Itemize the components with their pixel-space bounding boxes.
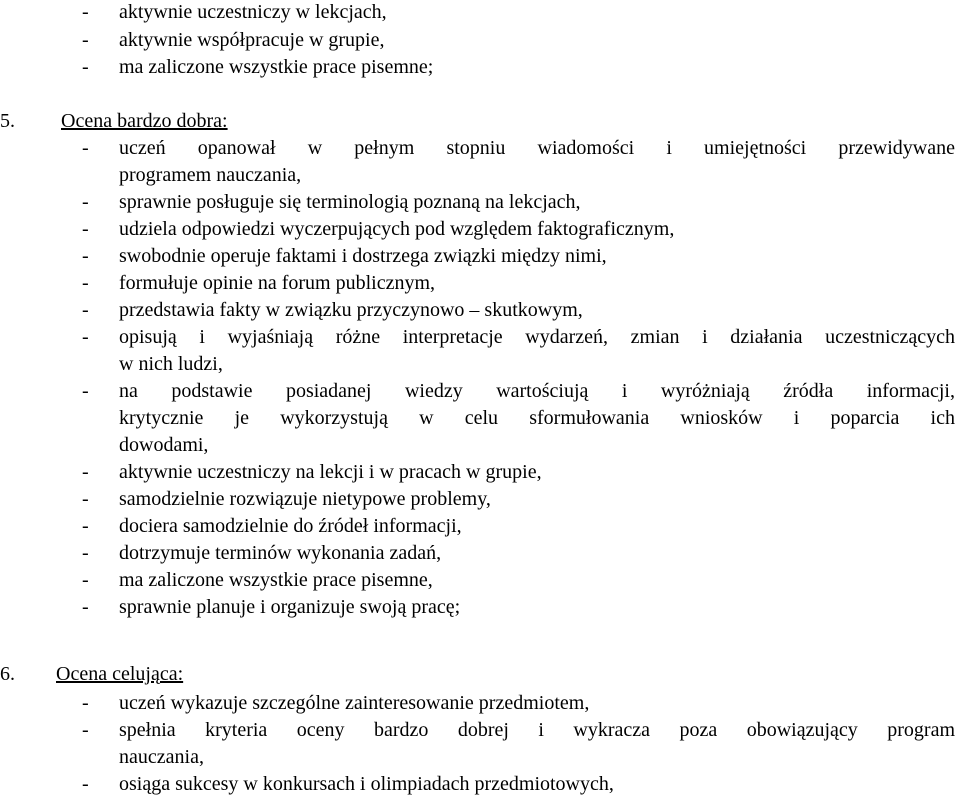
- list-item-text: uczeń opanował w pełnym stopniu wiadomości i umiejętności przewidywane: [119, 137, 955, 159]
- list-item-text: w nich ludzi,: [119, 353, 223, 375]
- list-item-text: przedstawia fakty w związku przyczynowo – skutkowym,: [119, 299, 583, 321]
- list-item-text: na podstawie posiadanej wiedzy wartościują i wyróżniają źródła informacji,: [119, 380, 955, 402]
- list-item-text: samodzielnie rozwiązuje nietypowe problemy,: [119, 488, 491, 510]
- list-item-text: sprawnie posługuje się terminologią poznaną na lekcjach,: [119, 191, 581, 213]
- list-item-text: aktywnie współpracuje w grupie,: [119, 29, 385, 51]
- section-title: Ocena bardzo dobra:: [61, 110, 228, 132]
- list-item: [0, 717, 960, 744]
- list-item-text: ma zaliczone wszystkie prace pisemne;: [119, 56, 434, 78]
- section-number: 5.: [0, 110, 15, 132]
- bullet-dash: -: [82, 719, 89, 741]
- bullet-dash: -: [82, 773, 89, 795]
- bullet-dash: -: [82, 218, 89, 240]
- list-item-text: ma zaliczone wszystkie prace pisemne,: [119, 569, 433, 591]
- bullet-dash: -: [82, 692, 89, 714]
- list-item-text: sprawnie planuje i organizuje swoją pracę;: [119, 596, 461, 618]
- list-item-text: formułuje opinie na forum publicznym,: [119, 272, 436, 294]
- list-item-text: dociera samodzielnie do źródeł informacji,: [119, 515, 462, 537]
- bullet-dash: -: [82, 137, 89, 159]
- bullet-dash: -: [82, 596, 89, 618]
- bullet-dash: -: [82, 542, 89, 564]
- list-item-text: spełnia kryteria oceny bardzo dobrej i wykracza poza obowiązujący program: [119, 719, 955, 741]
- bullet-dash: -: [82, 245, 89, 267]
- section-heading-5: [0, 108, 960, 135]
- section-heading-6: [0, 661, 960, 688]
- list-item-text: aktywnie uczestniczy w lekcjach,: [119, 1, 387, 23]
- list-item-text: osiąga sukcesy w konkursach i olimpiadach przedmiotowych,: [119, 773, 614, 795]
- bullet-dash: -: [82, 461, 89, 483]
- list-item-text: aktywnie uczestniczy na lekcji i w pracach w grupie,: [119, 461, 542, 483]
- bullet-dash: -: [82, 1, 89, 23]
- bullet-dash: -: [82, 326, 89, 348]
- bullet-dash: -: [82, 29, 89, 51]
- bullet-dash: -: [82, 488, 89, 510]
- bullet-dash: -: [82, 515, 89, 537]
- list-item-text: dowodami,: [119, 434, 209, 456]
- bullet-dash: -: [82, 272, 89, 294]
- list-item-text: opisują i wyjaśniają różne interpretacje wydarzeń, zmian i działania uczestniczących: [119, 326, 955, 348]
- list-item-text: krytycznie je wykorzystują w celu sformułowania wniosków i poparcia ich: [119, 407, 955, 429]
- bullet-dash: -: [82, 191, 89, 213]
- list-item: [0, 378, 960, 405]
- bullet-dash: -: [82, 569, 89, 591]
- list-item-text: nauczania,: [119, 746, 204, 768]
- bullet-dash: -: [82, 380, 89, 402]
- list-item: [0, 324, 960, 351]
- bullet-dash: -: [82, 56, 89, 78]
- list-item: [0, 135, 960, 162]
- list-item-text: swobodnie operuje faktami i dostrzega związki między nimi,: [119, 245, 607, 267]
- list-item-text: udziela odpowiedzi wyczerpujących pod względem faktograficznym,: [119, 218, 675, 240]
- list-item-text: programem nauczania,: [119, 164, 302, 186]
- section-title: Ocena celująca:: [56, 663, 184, 685]
- section-number: 6.: [0, 663, 15, 685]
- list-item-text: dotrzymuje terminów wykonania zadań,: [119, 542, 442, 564]
- list-item-continuation: [0, 405, 960, 432]
- bullet-dash: -: [82, 299, 89, 321]
- list-item-text: uczeń wykazuje szczególne zainteresowanie przedmiotem,: [119, 692, 590, 714]
